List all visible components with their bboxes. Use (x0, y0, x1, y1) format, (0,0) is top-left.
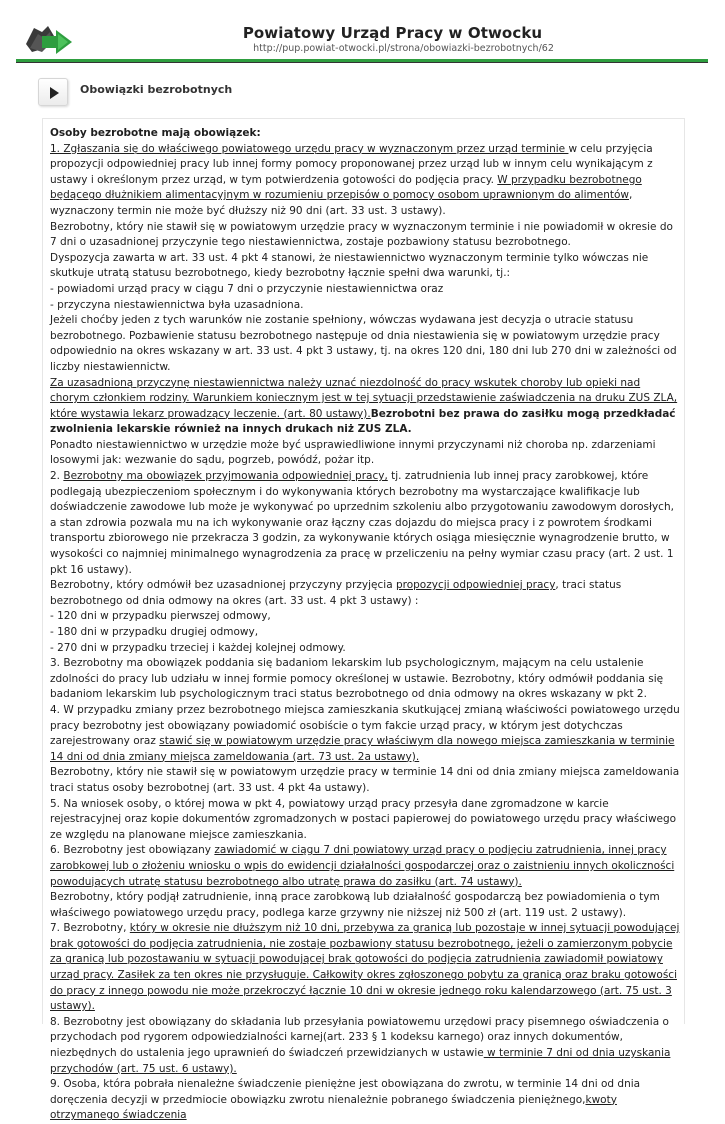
text: 4. W przypadku zmiany przez bezrobotnego miejsca zamieszkania skutkującej zmianą właściwości powiatowego urzędu pracy bezrobotny jest obowiązany powiadomić osobiście o tym fakcie urząd pracy, w którym jest dotychczas zarejestrowany oraz (50, 703, 680, 748)
paragraph: Bezrobotny, który podjął zatrudnienie, inną prace zarobkową lub działalność gospodarczą bez powiadomienia o tym właściwego powiatowego urzędu pracy, podlega karze grzywny nie niższej niż 500 zł (art. 119 ust. 2 ustawy). (50, 891, 660, 919)
text: 2. (50, 470, 64, 483)
paragraph: Bezrobotny, który nie stawił się w powiatowym urzędzie pracy w terminie 14 dni od dnia zmiany miejsca zameldowania traci status osoby bezrobotnej (art. 33 ust. 4 pkt 4a ustawy). (50, 766, 680, 794)
list-item: - przyczyna niestawiennictwa była uzasadniona. (50, 298, 304, 311)
paragraph (50, 1015, 680, 1077)
paragraph (50, 469, 680, 578)
text: , traci status bezrobotnego od dnia odmowy na okres (art. 33 ust. 4 pkt 3 ustawy) : (50, 579, 622, 607)
text: 8. Bezrobotny jest obowiązany do składania lub przesyłania powiatowemu urzędowi pracy pisemnego oświadczenia o przychodach pod rygorem odpowiedzialności karnej(art. 233 § 1 kodeksu karnego) oraz innych dokumentów, niezbędnych do ustalenia jego uprawnień do świadczeń przewidzianych w ustawie (50, 1015, 669, 1060)
paragraph (50, 142, 680, 220)
article-body (50, 126, 680, 1124)
text: 9. Osoba, która pobrała nienależne świadczenie pieniężne jest obowiązana do zwrotu, w terminie 14 dni od dnia doręczenia decyzji w przedmiocie obowiązku zwrotu nienależnie pobranego świadczenia pieniężnego, (50, 1078, 641, 1106)
underlined-text: Za uzasadnioną przyczynę niestawiennictwa należy uznać niezdolność do pracy wskutek choroby lub opieki nad chorym członkiem rodziny. Warunkiem koniecznym jest w tej sytuacji przedstawienie zaświadczenia na druku ZUS ZLA, które wystawia lekarz prowadzący leczenie. (art. 80 ustawy). (50, 376, 678, 420)
paragraph: Bezrobotny, który nie stawił się w powiatowym urzędzie pracy w wyznaczonym terminie i nie powiadomił w okresie do 7 dni o uzasadnionej przyczynie tego niestawiennictwa, zostaje pozbawiony statusu bezrobotnego. (50, 220, 673, 249)
underlined-text: Bezrobotny ma obowiązek przyjmowania odpowiedniej pracy, (63, 470, 388, 483)
underlined-text: 1. Zgłaszania się do właściwego powiatowego urzędu pracy w wyznaczonym przez urząd terminie (50, 142, 569, 155)
text: Bezrobotny, który odmówił bez uzasadnionej przyczyny przyjęcia (50, 579, 396, 592)
underlined-text: kwoty otrzymanego świadczenia (50, 1093, 617, 1122)
paragraph: Ponadto niestawiennictwo w urzędzie może być usprawiedliwione innymi przyczynami niż choroba np. zdarzeniami losowymi jak: wezwanie do sądu, pogrzeb, powódź, pożar itp. (50, 438, 656, 467)
page-header (0, 0, 725, 62)
underlined-text: propozycji odpowiedniej pracy (395, 579, 556, 592)
paragraph (50, 921, 680, 1015)
underlined-text: W przypadku bezrobotnego będącego dłużnikiem alimentacyjnym w rozumieniu przepisów o pomocy osobom uprawnionym do alimentów (50, 173, 642, 202)
paragraph: 3. Bezrobotny ma obowiązek poddania się badaniom lekarskim lub psychologicznym, mającym na celu ustalenie zdolności do pracy lub udziału w innej formie pomocy określonej w ustawie. Bezrobotny, który odmówił poddania się badaniom lekarskim lub psychologicznym traci status bezrobotnego od dnia odmowy na okres wskazany w pkt 2. (50, 657, 664, 701)
text: w celu przyjęcia propozycji odpowiedniej pracy lub innej formy pomocy proponowanej przez urząd lub w innym celu wynikającym z ustawy i określonym przez urząd, w tym potwierdzenia gotowości do podjęcia pracy. (50, 142, 653, 186)
paragraph: 5. Na wniosek osoby, o której mowa w pkt 4, powiatowy urząd pracy przesyła dane zgromadzone w karcie rejestracyjnej oraz kopie dokumentów zgromadzonych w postaci papierowej do powiatowego urzędu pracy właściwego ze względu na planowane miejsce zamieszkania. (50, 797, 677, 841)
paragraph (50, 578, 680, 609)
list-item: - 180 dni w przypadku drugiej odmowy, (50, 626, 259, 638)
text: 6. Bezrobotny jest obowiązany (50, 844, 215, 857)
play-arrow-icon[interactable] (38, 78, 68, 106)
paragraph: Jeżeli choćby jeden z tych warunków nie zostanie spełniony, wówczas wydawana jest decyzja o utracie statusu bezrobotnego. Pozbawienie statusu bezrobotnego następuje od dnia niestawienia się w powiatowym urzędzie pracy odpowiednio na okres wskazany w art. 33 ust. 4 pkt 3 ustawy, tj. na okres 120 dni, 180 dni lub 270 dni w zależności od liczby niestawiennictw. (50, 314, 677, 373)
site-title[interactable]: Powiatowy Urząd Pracy w Otwocku (242, 24, 543, 42)
section-title: Obowiązki bezrobotnych (80, 83, 233, 96)
page-url: http://pup.powiat-otwocki.pl/strona/obowiazki-bezrobotnych/62 (253, 43, 554, 54)
text: 7. Bezrobotny, (50, 922, 130, 935)
list-item: - 120 dni w przypadku pierwszej odmowy, (50, 610, 271, 623)
paragraph (50, 843, 680, 890)
intro-heading: Osoby bezrobotne mają obowiązek: (50, 127, 261, 139)
list-item: - 270 dni w przypadku trzeciej i każdej kolejnej odmowy. (50, 641, 346, 654)
text: , wyznaczony termin nie może być dłuższy niż 90 dni (art. 33 ust. 3 ustawy). (50, 189, 633, 217)
content-panel (42, 118, 685, 1122)
header-divider-dark (16, 62, 708, 63)
section-header (38, 78, 688, 106)
bold-text: Bezrobotni bez prawa do zasiłku mogą przedkładać zwolnienia lekarskie również na innych drukach niż ZUS ZLA. (50, 407, 676, 436)
underlined-text: zawiadomić w ciągu 7 dni powiatowy urząd pracy o podjęciu zatrudnienia, innej pracy zarobkowej lub o złożeniu wniosku o wpis do ewidencji działalności gospodarczej oraz o zaistnieniu innych okoliczności powodujących utratę statusu bezrobotnego albo utratę prawa do zasiłku (art. 74 ustawy). (50, 844, 675, 888)
underlined-text: stawić się w powiatowym urzędzie pracy właściwym dla nowego miejsca zamieszkania w terminie 14 dni od dnia zmiany miejsca zameldowania (art. 73 ust. 2a ustawy). (50, 735, 675, 763)
paragraph: Dyspozycja zawarta w art. 33 ust. 4 pkt 4 stanowi, że niestawiennictwo wyznaczonym terminie tylko wówczas nie skutkuje utratą statusu bezrobotnego, kiedy bezrobotny łącznie spełni dwa warunki, tj.: (50, 251, 649, 280)
paragraph (50, 1077, 680, 1124)
underlined-text: który w okresie nie dłuższym niż 10 dni, przebywa za granicą lub pozostaje w innej sytuacji powodującej brak gotowości do podjęcia zatrudnienia, nie zostaje pozbawiony statusu bezrobotnego, jeżeli o zamierzonym pobycie za granicą lub pozostawaniu w sytuacji powodującej brak gotowości do podjęcia zatrudnienia zawiadomił powiatowy urząd pracy. Zasiłek za ten okres nie przysługuje. Całkowity okres zgłoszonego pobytu za granicą oraz braku gotowości do pracy z innego powodu nie może przekroczyć łącznie 10 dni w okresie jednego roku kalendarzowego (art. 75 ust. 3 ustawy). (50, 922, 680, 1013)
list-item: - powiadomi urząd pracy w ciągu 7 dni o przyczynie niestawiennictwa oraz (50, 282, 444, 295)
text: tj. zatrudnienia lub innej pracy zarobkowej, które podlegają ubezpieczeniom społecznym i do wykonywania których bezrobotny ma wystarczające kwalifikacje lub doświadczenie zawodowe lub może je wykonywać po uprzednim szkoleniu albo przygotowaniu zawodowym dorosłych, a stan zdrowia pozwala mu na ich wykonywanie oraz łączny czas dojazdu do miejsca pracy i z powrotem środkami transportu zbiorowego nie przekracza 3 godzin, za wykonywanie których osiąga miesięcznie wynagrodzenie brutto, w wysokości co najmniej minimalnego wynagrodzenia za pracę w przeliczeniu na pełny wymiar czasu pracy (art. 2 ust. 1 pkt 16 ustawy). (50, 470, 674, 576)
underlined-text: w terminie 7 dni od dnia uzyskania przychodów (art. 75 ust. 6 ustawy). (50, 1047, 671, 1075)
paragraph (50, 703, 680, 765)
paragraph (50, 376, 680, 438)
